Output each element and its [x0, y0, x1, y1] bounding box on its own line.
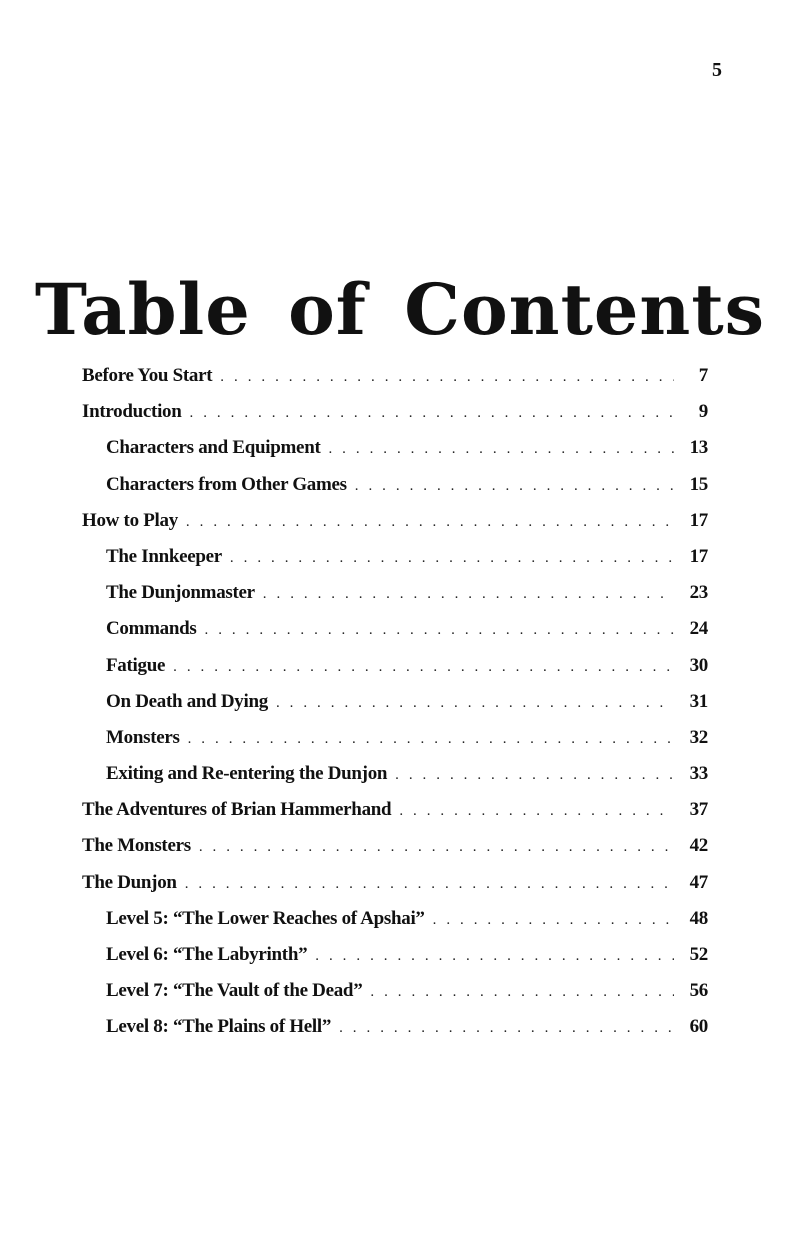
- toc-entry-label: The Innkeeper: [106, 545, 222, 567]
- toc-entry-page: 23: [689, 582, 708, 604]
- dot-leader: [199, 829, 674, 865]
- toc-entry-page: 42: [689, 835, 708, 857]
- dot-leader: [186, 504, 674, 540]
- toc-entry-label: Level 6: “The Labyrinth”: [106, 944, 308, 965]
- dot-leader: [276, 685, 674, 721]
- dot-leader: [339, 1010, 674, 1046]
- dot-leader: [185, 866, 674, 902]
- toc-entry-commands[interactable]: [82, 611, 708, 647]
- dot-leader: [263, 576, 674, 612]
- toc-entry-how-to-play[interactable]: [82, 503, 708, 539]
- toc-entry-level-7[interactable]: [82, 973, 708, 1009]
- toc-entry-page: 37: [689, 799, 708, 821]
- toc-entry-introduction[interactable]: [82, 394, 708, 430]
- toc-entry-label: The Monsters: [82, 835, 191, 857]
- toc-entry-label: Level 5: “The Lower Reaches of Apshai”: [106, 907, 425, 929]
- toc-entry-characters-from-other-games[interactable]: [82, 467, 708, 503]
- toc-entry-page: 17: [689, 545, 708, 567]
- dot-leader: [205, 612, 674, 648]
- toc-entry-label: Level 8: “The Plains of Hell”: [106, 1016, 332, 1038]
- page-title: Table of Contents: [34, 267, 766, 351]
- dot-leader: [355, 468, 674, 504]
- toc-entry-level-6[interactable]: [82, 937, 708, 973]
- toc-entry-label: Introduction: [82, 401, 182, 423]
- toc-entry-label: The Adventures of Brian Hammerhand: [82, 799, 392, 821]
- toc-entry-page: 13: [689, 437, 708, 459]
- dot-leader: [370, 974, 674, 1010]
- toc-entry-label: Commands: [106, 618, 197, 640]
- toc-entry-label: Characters and Equipment: [106, 437, 321, 459]
- toc-entry-page: 9: [698, 401, 708, 423]
- toc-entry-the-innkeeper[interactable]: [82, 539, 708, 575]
- toc-entry-the-dunjon[interactable]: [82, 865, 708, 901]
- toc-entry-page: 52: [689, 944, 708, 965]
- toc-entry-page: 47: [689, 871, 708, 893]
- toc-entry-label: Exiting and Re-entering the Dunjon: [106, 763, 388, 785]
- dot-leader: [328, 431, 674, 467]
- toc-entry-label: Before You Start: [82, 365, 213, 386]
- toc-entry-label: Characters from Other Games: [106, 473, 347, 495]
- page-number: 5: [712, 59, 722, 81]
- toc-entry-characters-and-equipment[interactable]: [82, 430, 708, 466]
- toc-entry-the-dunjonmaster[interactable]: [82, 575, 708, 611]
- toc-entry-fatigue[interactable]: [82, 648, 708, 684]
- toc-entry-page: 60: [689, 1016, 708, 1038]
- toc-entry-level-8[interactable]: [82, 1009, 708, 1045]
- dot-leader: [190, 395, 674, 431]
- dot-leader: [433, 902, 674, 938]
- toc-entry-page: 56: [689, 980, 708, 1002]
- toc-entry-page: 33: [689, 763, 708, 785]
- toc-entry-label: Level 7: “The Vault of the Dead”: [106, 980, 363, 1002]
- toc-entry-label: Monsters: [106, 726, 180, 748]
- toc-entry-level-5[interactable]: [82, 901, 708, 937]
- dot-leader: [395, 757, 674, 793]
- toc-entry-label: Fatigue: [106, 654, 166, 676]
- toc-entry-label: On Death and Dying: [106, 690, 268, 712]
- toc-entry-adventures-of-brian-hammerhand[interactable]: [82, 792, 708, 828]
- toc-entry-monsters[interactable]: [82, 720, 708, 756]
- toc-entry-label: How to Play: [82, 509, 178, 531]
- toc-entry-page: 7: [698, 365, 708, 386]
- dot-leader: [399, 793, 674, 829]
- toc-entry-page: 48: [689, 907, 708, 929]
- toc-entry-page: 17: [689, 509, 708, 531]
- dot-leader: [173, 649, 674, 685]
- toc-entry-the-monsters[interactable]: [82, 828, 708, 864]
- toc-entry-label: The Dunjon: [82, 871, 177, 893]
- toc-entry-page: 24: [689, 618, 708, 640]
- toc-entry-page: 15: [689, 473, 708, 495]
- table-of-contents: [82, 358, 708, 1046]
- dot-leader: [188, 721, 674, 757]
- toc-entry-on-death-and-dying[interactable]: [82, 684, 708, 720]
- toc-entry-before-you-start[interactable]: [82, 358, 708, 394]
- toc-entry-page: 30: [689, 654, 708, 676]
- toc-entry-label: The Dunjonmaster: [106, 582, 255, 604]
- dot-leader: [230, 540, 674, 576]
- dot-leader: [220, 359, 674, 395]
- toc-entry-page: 32: [689, 726, 708, 748]
- toc-entry-page: 31: [689, 690, 708, 712]
- toc-entry-exiting-and-re-entering[interactable]: [82, 756, 708, 792]
- dot-leader: [315, 938, 674, 974]
